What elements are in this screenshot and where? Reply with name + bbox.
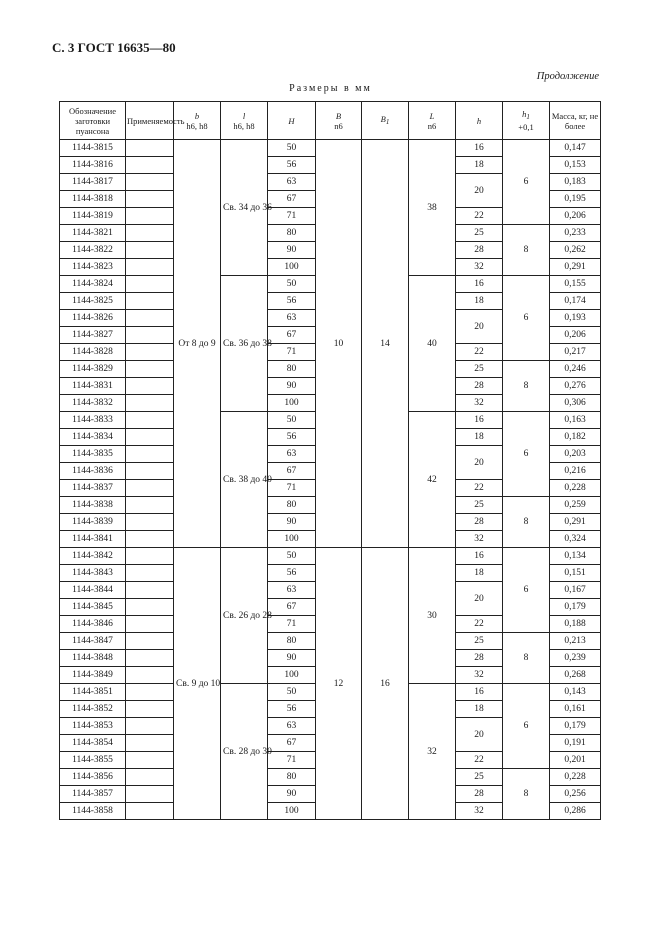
mass-cell: 0,306 — [550, 395, 601, 412]
mass-cell: 0,324 — [550, 531, 601, 548]
designation-cell: 1144-3824 — [60, 276, 126, 293]
h-cell: 16 — [456, 684, 503, 701]
H-cell: 50 — [268, 140, 316, 157]
H-cell: 67 — [268, 463, 316, 480]
usage-cell — [126, 276, 174, 293]
usage-cell — [126, 616, 174, 633]
designation-cell: 1144-3853 — [60, 718, 126, 735]
H-cell: 63 — [268, 718, 316, 735]
H-cell: 50 — [268, 548, 316, 565]
designation-cell: 1144-3825 — [60, 293, 126, 310]
h-cell: 25 — [456, 769, 503, 786]
col-b-header: b h6, h8 — [174, 102, 221, 140]
H-cell: 63 — [268, 446, 316, 463]
designation-cell: 1144-3822 — [60, 242, 126, 259]
H-cell: 71 — [268, 480, 316, 497]
h-cell: 18 — [456, 701, 503, 718]
designation-cell: 1144-3845 — [60, 599, 126, 616]
usage-cell — [126, 208, 174, 225]
mass-cell: 0,134 — [550, 548, 601, 565]
designation-cell: 1144-3838 — [60, 497, 126, 514]
H-cell: 67 — [268, 327, 316, 344]
H-cell: 100 — [268, 531, 316, 548]
h-cell: 32 — [456, 531, 503, 548]
usage-cell — [126, 293, 174, 310]
usage-cell — [126, 684, 174, 701]
mass-cell: 0,163 — [550, 412, 601, 429]
mass-cell: 0,179 — [550, 599, 601, 616]
designation-cell: 1144-3834 — [60, 429, 126, 446]
usage-cell — [126, 157, 174, 174]
h-cell: 18 — [456, 293, 503, 310]
h-cell: 22 — [456, 344, 503, 361]
H-cell: 50 — [268, 276, 316, 293]
col-h-header: h — [456, 102, 503, 140]
mass-cell: 0,239 — [550, 650, 601, 667]
mass-cell: 0,191 — [550, 735, 601, 752]
mass-cell: 0,206 — [550, 327, 601, 344]
table-body — [60, 140, 601, 820]
h1-cell: 6 — [503, 140, 550, 225]
h-cell: 32 — [456, 667, 503, 684]
h-cell: 20 — [456, 718, 503, 752]
usage-cell — [126, 514, 174, 531]
usage-cell — [126, 259, 174, 276]
usage-cell — [126, 225, 174, 242]
h1-cell: 8 — [503, 769, 550, 820]
h-cell: 20 — [456, 582, 503, 616]
mass-cell: 0,286 — [550, 803, 601, 820]
designation-cell: 1144-3858 — [60, 803, 126, 820]
mass-cell: 0,153 — [550, 157, 601, 174]
h-cell: 28 — [456, 378, 503, 395]
usage-cell — [126, 378, 174, 395]
mass-cell: 0,268 — [550, 667, 601, 684]
designation-cell: 1144-3833 — [60, 412, 126, 429]
usage-cell — [126, 735, 174, 752]
h-cell: 25 — [456, 497, 503, 514]
h-cell: 25 — [456, 225, 503, 242]
mass-cell: 0,276 — [550, 378, 601, 395]
mass-cell: 0,167 — [550, 582, 601, 599]
mass-cell: 0,262 — [550, 242, 601, 259]
col-usage-header: Применяемость — [126, 102, 174, 140]
mass-cell: 0,151 — [550, 565, 601, 582]
h-cell: 32 — [456, 803, 503, 820]
usage-cell — [126, 361, 174, 378]
usage-cell — [126, 718, 174, 735]
L-cell: 40 — [409, 276, 456, 412]
h1-cell: 6 — [503, 684, 550, 769]
usage-cell — [126, 565, 174, 582]
l-cell: Св. 34 до 36 — [221, 140, 268, 276]
H-cell: 100 — [268, 803, 316, 820]
col-B1-header: $B_1$ — [362, 102, 409, 140]
h-cell: 22 — [456, 208, 503, 225]
usage-cell — [126, 531, 174, 548]
mass-cell: 0,206 — [550, 208, 601, 225]
mass-cell: 0,259 — [550, 497, 601, 514]
h1-cell: 6 — [503, 412, 550, 497]
mass-cell: 0,217 — [550, 344, 601, 361]
usage-cell — [126, 412, 174, 429]
h-cell: 18 — [456, 157, 503, 174]
usage-cell — [126, 327, 174, 344]
designation-cell: 1144-3832 — [60, 395, 126, 412]
col-h1-header: $h_1$ +0,1 — [503, 102, 550, 140]
designation-cell: 1144-3843 — [60, 565, 126, 582]
designation-cell: 1144-3831 — [60, 378, 126, 395]
h1-cell: 8 — [503, 225, 550, 276]
mass-cell: 0,228 — [550, 480, 601, 497]
h-cell: 32 — [456, 259, 503, 276]
mass-cell: 0,233 — [550, 225, 601, 242]
H-cell: 80 — [268, 361, 316, 378]
l-cell: Св. 28 до 30 — [221, 684, 268, 820]
usage-cell — [126, 582, 174, 599]
usage-cell — [126, 429, 174, 446]
h1-cell: 8 — [503, 497, 550, 548]
usage-cell — [126, 786, 174, 803]
mass-cell: 0,155 — [550, 276, 601, 293]
h-cell: 20 — [456, 174, 503, 208]
h-cell: 16 — [456, 412, 503, 429]
designation-cell: 1144-3836 — [60, 463, 126, 480]
H-cell: 71 — [268, 208, 316, 225]
usage-cell — [126, 701, 174, 718]
designation-cell: 1144-3839 — [60, 514, 126, 531]
usage-cell — [126, 463, 174, 480]
mass-cell: 0,228 — [550, 769, 601, 786]
usage-cell — [126, 497, 174, 514]
mass-cell: 0,201 — [550, 752, 601, 769]
designation-cell: 1144-3856 — [60, 769, 126, 786]
col-mass-header: Масса, кг, не более — [550, 102, 601, 140]
designation-cell: 1144-3827 — [60, 327, 126, 344]
H-cell: 90 — [268, 378, 316, 395]
designation-cell: 1144-3842 — [60, 548, 126, 565]
usage-cell — [126, 548, 174, 565]
l-cell: Св. 36 до 38 — [221, 276, 268, 412]
h1-cell: 6 — [503, 548, 550, 633]
L-cell: 32 — [409, 684, 456, 820]
H-cell: 56 — [268, 429, 316, 446]
table-row — [60, 548, 601, 565]
designation-cell: 1144-3817 — [60, 174, 126, 191]
h1-cell: 8 — [503, 633, 550, 684]
B1-cell: 16 — [362, 548, 409, 820]
usage-cell — [126, 140, 174, 157]
h-cell: 16 — [456, 140, 503, 157]
designation-cell: 1144-3835 — [60, 446, 126, 463]
usage-cell — [126, 191, 174, 208]
designation-cell: 1144-3826 — [60, 310, 126, 327]
H-cell: 100 — [268, 259, 316, 276]
mass-cell: 0,246 — [550, 361, 601, 378]
H-cell: 50 — [268, 412, 316, 429]
mass-cell: 0,195 — [550, 191, 601, 208]
h1-cell: 8 — [503, 361, 550, 412]
usage-cell — [126, 344, 174, 361]
mass-cell: 0,203 — [550, 446, 601, 463]
col-designation-header: Обозначение заготовки пуансона — [60, 102, 126, 140]
designation-cell: 1144-3851 — [60, 684, 126, 701]
continuation-note: Продолжение — [536, 71, 599, 82]
H-cell: 100 — [268, 667, 316, 684]
H-cell: 90 — [268, 514, 316, 531]
page-header: С. 3 ГОСТ 16635—80 — [52, 40, 176, 55]
designation-cell: 1144-3846 — [60, 616, 126, 633]
col-B-header: B n6 — [316, 102, 362, 140]
h-cell: 28 — [456, 242, 503, 259]
H-cell: 67 — [268, 191, 316, 208]
H-cell: 56 — [268, 293, 316, 310]
h-cell: 20 — [456, 446, 503, 480]
h-cell: 16 — [456, 548, 503, 565]
H-cell: 67 — [268, 735, 316, 752]
H-cell: 67 — [268, 599, 316, 616]
designation-cell: 1144-3849 — [60, 667, 126, 684]
usage-cell — [126, 395, 174, 412]
usage-cell — [126, 650, 174, 667]
designation-cell: 1144-3823 — [60, 259, 126, 276]
designation-cell: 1144-3815 — [60, 140, 126, 157]
usage-cell — [126, 174, 174, 191]
H-cell: 90 — [268, 242, 316, 259]
mass-cell: 0,174 — [550, 293, 601, 310]
b-cell: Св. 9 до 10 — [174, 548, 221, 820]
usage-cell — [126, 480, 174, 497]
designation-cell: 1144-3837 — [60, 480, 126, 497]
designation-cell: 1144-3829 — [60, 361, 126, 378]
usage-cell — [126, 803, 174, 820]
col-H-header: H — [268, 102, 316, 140]
L-cell: 38 — [409, 140, 456, 276]
mass-cell: 0,179 — [550, 718, 601, 735]
H-cell: 100 — [268, 395, 316, 412]
mass-cell: 0,256 — [550, 786, 601, 803]
H-cell: 63 — [268, 582, 316, 599]
B-cell: 12 — [316, 548, 362, 820]
h-cell: 22 — [456, 616, 503, 633]
mass-cell: 0,182 — [550, 429, 601, 446]
designation-cell: 1144-3816 — [60, 157, 126, 174]
designation-cell: 1144-3819 — [60, 208, 126, 225]
H-cell: 63 — [268, 310, 316, 327]
designation-cell: 1144-3847 — [60, 633, 126, 650]
mass-cell: 0,291 — [550, 259, 601, 276]
H-cell: 56 — [268, 565, 316, 582]
l-cell: Св. 26 до 28 — [221, 548, 268, 684]
H-cell: 50 — [268, 684, 316, 701]
usage-cell — [126, 599, 174, 616]
H-cell: 56 — [268, 701, 316, 718]
usage-cell — [126, 446, 174, 463]
mass-cell: 0,143 — [550, 684, 601, 701]
H-cell: 71 — [268, 344, 316, 361]
L-cell: 30 — [409, 548, 456, 684]
H-cell: 80 — [268, 633, 316, 650]
B1-cell: 14 — [362, 140, 409, 548]
h1-cell: 6 — [503, 276, 550, 361]
col-L-header: L n6 — [409, 102, 456, 140]
B-cell: 10 — [316, 140, 362, 548]
h-cell: 32 — [456, 395, 503, 412]
H-cell: 56 — [268, 157, 316, 174]
H-cell: 90 — [268, 650, 316, 667]
designation-cell: 1144-3821 — [60, 225, 126, 242]
col-l-header: l h6, h8 — [221, 102, 268, 140]
H-cell: 80 — [268, 225, 316, 242]
h-cell: 25 — [456, 361, 503, 378]
usage-cell — [126, 310, 174, 327]
header-row — [60, 102, 601, 140]
L-cell: 42 — [409, 412, 456, 548]
designation-cell: 1144-3818 — [60, 191, 126, 208]
H-cell: 71 — [268, 616, 316, 633]
mass-cell: 0,216 — [550, 463, 601, 480]
designation-cell: 1144-3857 — [60, 786, 126, 803]
mass-cell: 0,213 — [550, 633, 601, 650]
h-cell: 18 — [456, 429, 503, 446]
h-cell: 28 — [456, 650, 503, 667]
designation-cell: 1144-3841 — [60, 531, 126, 548]
mass-cell: 0,183 — [550, 174, 601, 191]
designation-cell: 1144-3844 — [60, 582, 126, 599]
units-caption: Размеры в мм — [289, 83, 372, 94]
usage-cell — [126, 752, 174, 769]
designation-cell: 1144-3855 — [60, 752, 126, 769]
h-cell: 28 — [456, 786, 503, 803]
mass-cell: 0,291 — [550, 514, 601, 531]
h-cell: 25 — [456, 633, 503, 650]
H-cell: 80 — [268, 497, 316, 514]
usage-cell — [126, 667, 174, 684]
h-cell: 22 — [456, 752, 503, 769]
designation-cell: 1144-3828 — [60, 344, 126, 361]
usage-cell — [126, 633, 174, 650]
mass-cell: 0,147 — [550, 140, 601, 157]
H-cell: 80 — [268, 769, 316, 786]
h-cell: 28 — [456, 514, 503, 531]
designation-cell: 1144-3852 — [60, 701, 126, 718]
usage-cell — [126, 769, 174, 786]
H-cell: 63 — [268, 174, 316, 191]
h-cell: 22 — [456, 480, 503, 497]
mass-cell: 0,193 — [550, 310, 601, 327]
mass-cell: 0,188 — [550, 616, 601, 633]
h-cell: 18 — [456, 565, 503, 582]
l-cell: Св. 38 до 40 — [221, 412, 268, 548]
h-cell: 16 — [456, 276, 503, 293]
H-cell: 90 — [268, 786, 316, 803]
table-row — [60, 140, 601, 157]
usage-cell — [126, 242, 174, 259]
b-cell: От 8 до 9 — [174, 140, 221, 548]
mass-cell: 0,161 — [550, 701, 601, 718]
designation-cell: 1144-3854 — [60, 735, 126, 752]
h-cell: 20 — [456, 310, 503, 344]
designation-cell: 1144-3848 — [60, 650, 126, 667]
H-cell: 71 — [268, 752, 316, 769]
dimensions-table — [59, 101, 601, 820]
